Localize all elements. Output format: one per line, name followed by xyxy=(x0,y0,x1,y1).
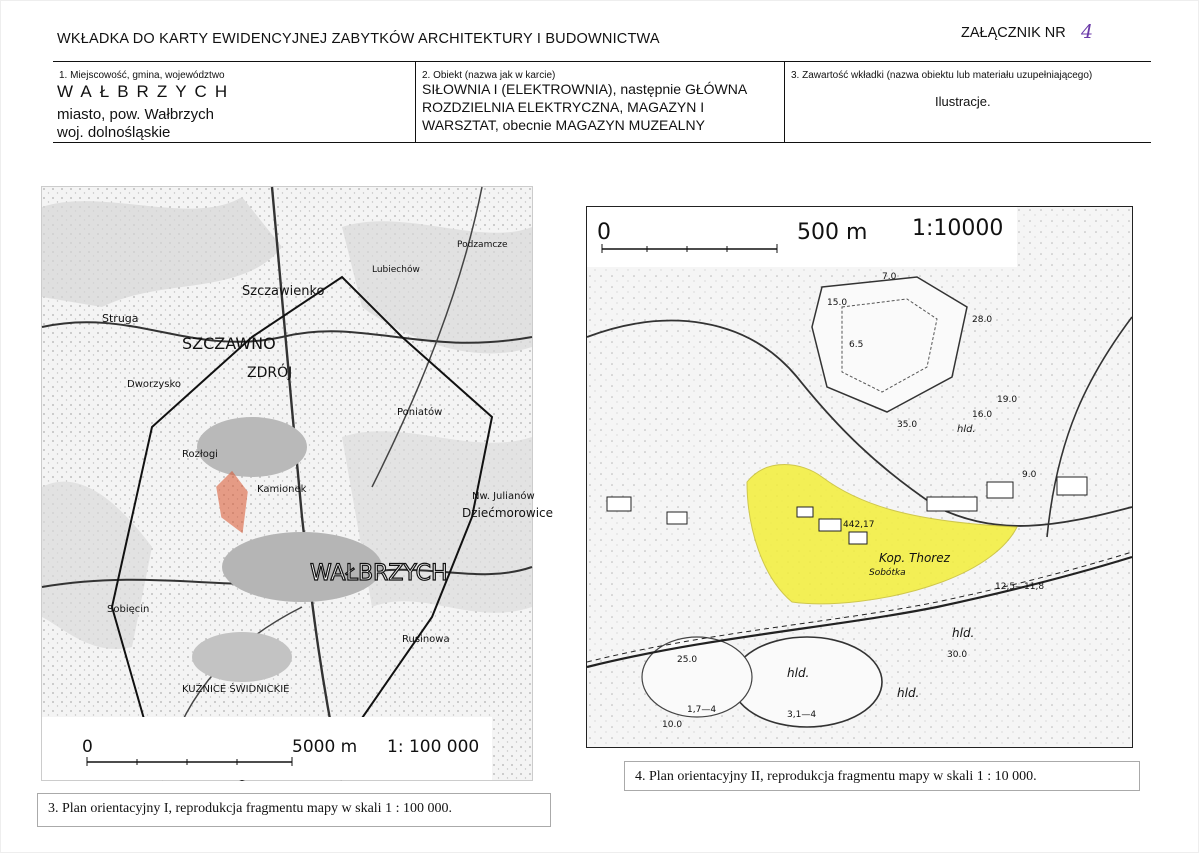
map2-scale-zero: 0 xyxy=(597,220,611,245)
label-10: 10.0 xyxy=(662,720,683,730)
label-25: 25.0 xyxy=(677,655,698,665)
label-podzamcze: Podzamcze xyxy=(457,240,508,250)
label-height-range: 12,5—11,8 xyxy=(995,582,1045,592)
content-label: 3. Zawartość wkładki (nazwa obiektu lub materiału uzupełniającego) xyxy=(791,70,1093,81)
label-rusinowa: Rusinowa xyxy=(402,634,450,645)
label-lubiechow: Lubiechów xyxy=(372,265,420,275)
label-kamionek: Kamionek xyxy=(257,484,307,495)
object-cell xyxy=(415,62,785,142)
map2-scale-ratio: 1:10000 xyxy=(912,216,1004,241)
label-hld-2: hld. xyxy=(952,626,975,640)
label-hld-1: hld. xyxy=(787,666,810,680)
label-struga: Struga xyxy=(102,312,139,325)
label-szczawno: SZCZAWNO xyxy=(182,334,276,353)
label-3-1-4: 3,1—4 xyxy=(787,710,817,720)
label-sobotka: Sobótka xyxy=(869,568,906,578)
label-walbrzych: WAŁBRZYCH xyxy=(310,561,448,586)
map1-scale-zero: 0 xyxy=(82,737,93,757)
label-7: 7.0 xyxy=(882,272,897,282)
label-rozlogi: Rozłogi xyxy=(182,449,218,460)
map1-scale-ratio: 1: 100 000 xyxy=(387,737,480,757)
object-value: SIŁOWNIA I (ELEKTROWNIA), następnie GŁÓWNA ROZDZIELNIA ELEKTRYCZNA, MAGAZYN I WARSZTAT, obecnie MAGAZYN MUZEALNY xyxy=(422,81,747,133)
map2-scale-distance: 500 m xyxy=(797,220,868,245)
label-hld-4: hld. xyxy=(957,424,976,435)
map-detail xyxy=(586,206,1133,748)
label-hld-3: hld. xyxy=(897,686,920,700)
label-sobiecin: Sobięcin xyxy=(107,604,150,615)
label-julianow: Nw. Julianów xyxy=(472,491,535,502)
content-cell xyxy=(785,62,1151,142)
label-19: 19.0 xyxy=(997,395,1018,405)
label-35: 35.0 xyxy=(897,420,918,430)
city-name: WAŁBRZYCH xyxy=(57,82,236,101)
map-overview-graphic xyxy=(42,187,554,780)
label-6-5: 6.5 xyxy=(849,340,864,350)
map-detail-graphic xyxy=(587,207,1132,747)
map1-caption: 3. Plan orientacyjny I, reprodukcja fragmentu mapy w skali 1 : 100 000. xyxy=(37,793,551,827)
label-9: 9.0 xyxy=(1022,470,1037,480)
label-zdroj: ZDRÓJ xyxy=(247,365,293,381)
label-height-442: 442,17 xyxy=(843,520,875,530)
location-line2: miasto, pow. Wałbrzych xyxy=(57,106,214,123)
label-dziecmorowice: Dziećmorowice xyxy=(462,506,554,520)
label-16: 16.0 xyxy=(972,410,993,420)
content-value: Ilustracje. xyxy=(935,94,991,109)
document-title: WKŁADKA DO KARTY EWIDENCYJNEJ ZABYTKÓW ARCHITEKTURY I BUDOWNICTWA xyxy=(57,31,660,47)
label-28: 28.0 xyxy=(972,315,993,325)
label-1-7-4: 1,7—4 xyxy=(687,705,717,715)
label-kop-thorez: Kop. Thorez xyxy=(879,551,950,565)
location-cell xyxy=(53,62,415,142)
annex-number: 4 xyxy=(1081,21,1094,43)
info-table xyxy=(53,61,1151,143)
label-kuznice: KUŹNICE ŚWIDNICKIE xyxy=(182,684,290,695)
label-szczawienko: Szczawienko xyxy=(242,284,325,299)
label-poniatow: Poniatów xyxy=(397,407,443,418)
label-dworzysko: Dworzysko xyxy=(127,379,182,390)
label-30: 30.0 xyxy=(947,650,968,660)
map1-scale-distance: 5000 m xyxy=(292,737,358,757)
label-15: 15.0 xyxy=(827,298,848,308)
location-line3: woj. dolnośląskie xyxy=(57,124,171,141)
map-overview xyxy=(41,186,554,781)
location-label: 1. Miejscowość, gmina, województwo xyxy=(59,70,225,81)
map2-caption: 4. Plan orientacyjny II, reprodukcja fragmentu mapy w skali 1 : 10 000. xyxy=(624,761,1140,791)
annex-label: ZAŁĄCZNIK NR xyxy=(961,25,1066,41)
object-label: 2. Obiekt (nazwa jak w karcie) xyxy=(422,70,556,81)
